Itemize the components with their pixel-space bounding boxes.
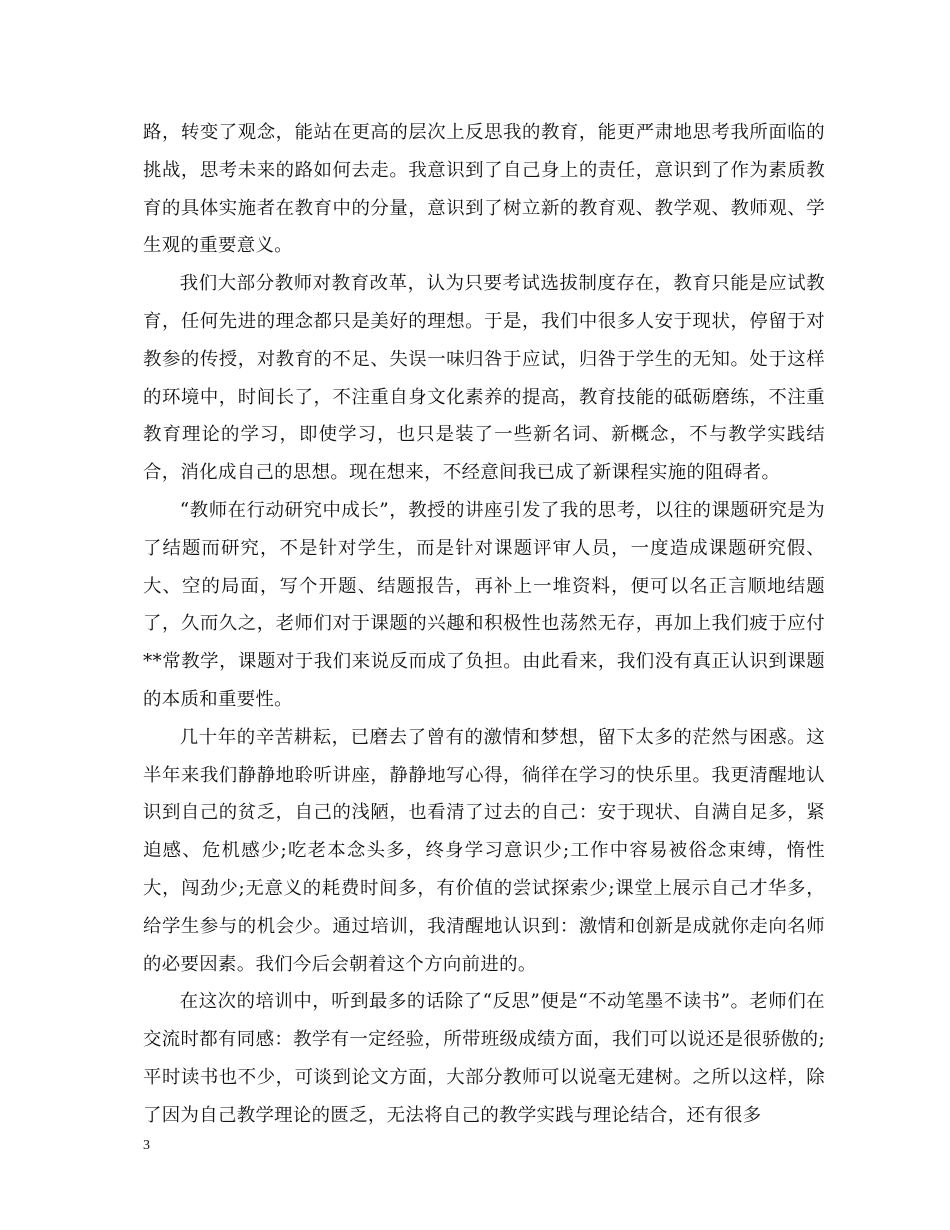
- page-body: [143, 114, 825, 1135]
- paragraph-5: 在这次的培训中，听到最多的话除了“反思”便是“不动笔墨不读书”。老师们在交流时都有同感：教学有一定经验，所带班级成绩方面，我们可以说还是很骄傲的;平时读书也不少，可谈到论文方面，大部分教师可以说毫无建树。之所以这样，除了因为自己教学理论的匮乏，无法将自己的教学实践与理论结合，还有很多: [143, 991, 825, 1126]
- paragraph-1: 路，转变了观念，能站在更高的层次上反思我的教育，能更严肃地思考我所面临的挑战，思考未来的路如何去走。我意识到了自己身上的责任，意识到了作为素质教育的具体实施者在教育中的分量，意识到了树立新的教育观、教学观、教师观、学生观的重要意义。: [143, 122, 825, 257]
- paragraph-2: 我们大部分教师对教育改革，认为只要考试选拔制度存在，教育只能是应试教育，任何先进的理念都只是美好的理想。于是，我们中很多人安于现状，停留于对教参的传授，对教育的不足、失误一味归咎于应试，归咎于学生的无知。处于这样的环境中，时间长了，不注重自身文化素养的提高，教育技能的砥砺磨练，不注重教育理论的学习，即使学习，也只是装了一些新名词、新概念，不与教学实践结合，消化成自己的思想。现在想来，不经意间我已成了新课程实施的阻碍者。: [143, 273, 825, 484]
- page-number: 3: [143, 1138, 150, 1153]
- paragraph-3: “教师在行动研究中成长”，教授的讲座引发了我的思考，以往的课题研究是为了结题而研究，不是针对学生，而是针对课题评审人员，一度造成课题研究假、大、空的局面，写个开题、结题报告，再补上一堆资料，便可以名正言顺地结题了，久而久之，老师们对于课题的兴趣和积极性也荡然无存，再加上我们疲于应付**常教学，课题对于我们来说反而成了负担。由此看来，我们没有真正认识到课题的本质和重要性。: [143, 499, 825, 710]
- paragraph-4: 几十年的辛苦耕耘，已磨去了曾有的激情和梦想，留下太多的茫然与困惑。这半年来我们静静地聆听讲座，静静地写心得，徜徉在学习的快乐里。我更清醒地认识到自己的贫乏，自己的浅陋，也看清了过去的自己：安于现状、自满自足多，紧迫感、危机感少;吃老本念头多，终身学习意识少;工作中容易被俗念束缚，惰性大，闯劲少;无意义的耗费时间多，有价值的尝试探索少;课堂上展示自己才华多，给学生参与的机会少。通过培训，我清醒地认识到：激情和创新是成就你走向名师的必要因素。我们今后会朝着这个方向前进的。: [143, 726, 825, 975]
